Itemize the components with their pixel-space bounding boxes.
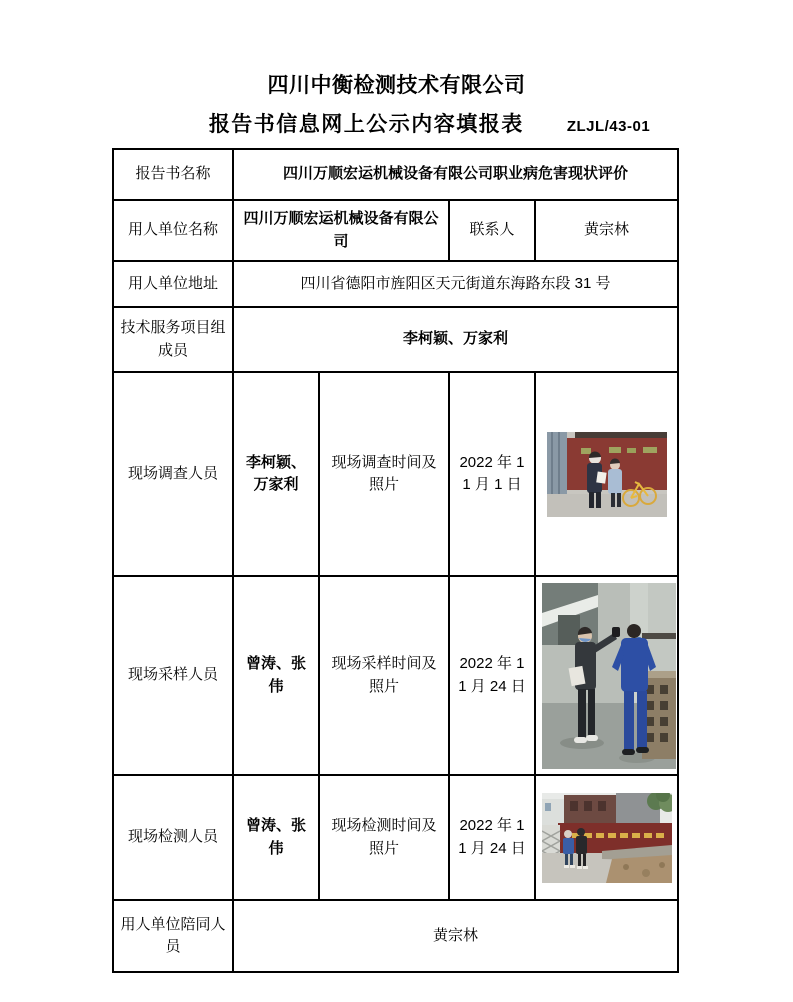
contact-name: 黄宗林 bbox=[535, 200, 678, 261]
contact-label: 联系人 bbox=[449, 200, 535, 261]
site-survey-photo-cell bbox=[535, 372, 678, 576]
site-testing-label: 现场检测人员 bbox=[113, 775, 233, 900]
site-survey-label: 现场调查人员 bbox=[113, 372, 233, 576]
escort-label: 用人单位陪同人员 bbox=[113, 900, 233, 972]
project-team-value: 李柯颖、万家利 bbox=[233, 307, 678, 372]
report-name-label: 报告书名称 bbox=[113, 149, 233, 200]
employer-name-value: 四川万顺宏运机械设备有限公司 bbox=[233, 200, 449, 261]
row-employer-name bbox=[113, 200, 678, 261]
site-sampling-date: 2022 年 11 月 24 日 bbox=[449, 576, 535, 775]
form-code: ZLJL/43-01 bbox=[566, 118, 651, 135]
row-site-survey bbox=[113, 372, 678, 576]
site-testing-time-label: 现场检测时间及照片 bbox=[319, 775, 449, 900]
site-sampling-photo-cell bbox=[535, 576, 678, 775]
employer-address-value: 四川省德阳市旌阳区天元街道东海路东段 31 号 bbox=[233, 261, 678, 307]
project-team-label: 技术服务项目组成员 bbox=[113, 307, 233, 372]
site-testing-photo bbox=[542, 793, 672, 883]
site-survey-staff: 李柯颖、万家利 bbox=[233, 372, 319, 576]
report-name-value: 四川万顺宏运机械设备有限公司职业病危害现状评价 bbox=[233, 149, 678, 200]
site-testing-staff: 曾涛、张伟 bbox=[233, 775, 319, 900]
row-escort bbox=[113, 900, 678, 972]
employer-name-label: 用人单位名称 bbox=[113, 200, 233, 261]
site-sampling-time-label: 现场采样时间及照片 bbox=[319, 576, 449, 775]
row-report-name bbox=[113, 149, 678, 200]
row-project-team bbox=[113, 307, 678, 372]
site-sampling-staff: 曾涛、张伟 bbox=[233, 576, 319, 775]
site-survey-photo bbox=[547, 432, 667, 517]
row-employer-address bbox=[113, 261, 678, 307]
form-title: 报告书信息网上公示内容填报表 bbox=[208, 113, 524, 136]
escort-value: 黄宗林 bbox=[233, 900, 678, 972]
row-site-testing bbox=[113, 775, 678, 900]
site-survey-time-label: 现场调查时间及照片 bbox=[319, 372, 449, 576]
site-survey-date: 2022 年 11 月 1 日 bbox=[449, 372, 535, 576]
site-testing-photo-cell bbox=[535, 775, 678, 900]
row-site-sampling bbox=[113, 576, 678, 775]
report-info-table bbox=[112, 148, 679, 973]
site-sampling-photo bbox=[542, 583, 676, 769]
employer-address-label: 用人单位地址 bbox=[113, 261, 233, 307]
company-title: 四川中衡检测技术有限公司 bbox=[267, 74, 526, 97]
site-sampling-label: 现场采样人员 bbox=[113, 576, 233, 775]
form-title-row bbox=[33, 108, 793, 138]
site-testing-date: 2022 年 11 月 24 日 bbox=[449, 775, 535, 900]
